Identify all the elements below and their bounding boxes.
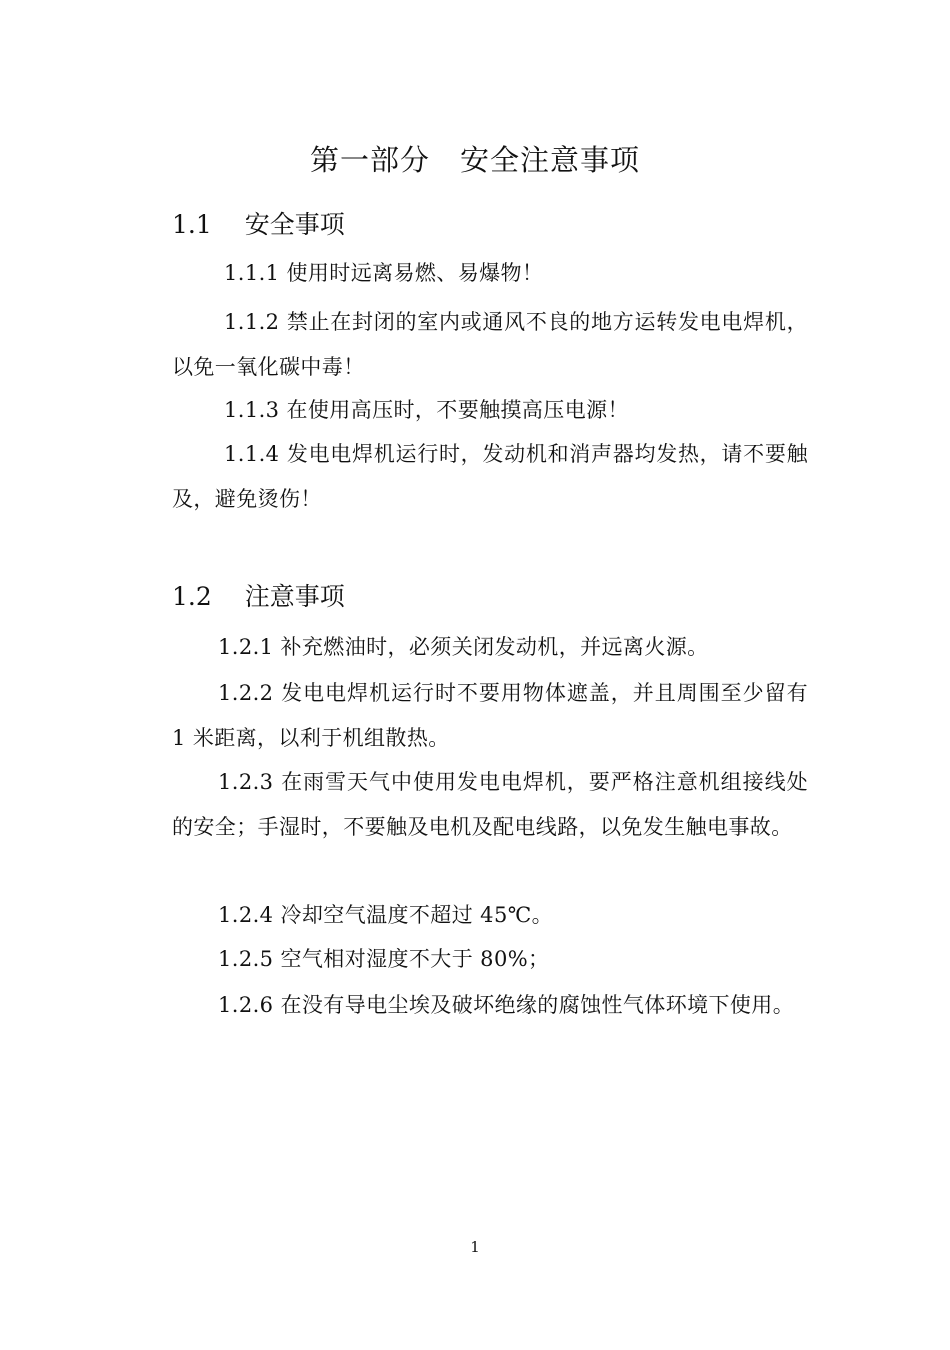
precaution-item-1-2-3: 1.2.3 在雨雪天气中使用发电电焊机，要严格注意机组接线处的安全；手湿时，不要触及电机及配电线路，以免发生触电事故。 xyxy=(172,770,808,839)
precaution-item-1-2-5: 1.2.5 空气相对湿度不大于 80%； xyxy=(218,947,550,971)
page-number: 1 xyxy=(470,1238,480,1256)
safety-item-1-1-4: 1.1.4 发电电焊机运行时，发动机和消声器均发热，请不要触及，避免烫伤！ xyxy=(172,442,808,511)
page-title: 第一部分 安全注意事项 xyxy=(309,143,640,177)
section-heading-precautions: 1.2 注意事项 xyxy=(172,582,345,611)
safety-item-1-1-1: 1.1.1 使用时远离易燃、易爆物！ xyxy=(224,261,544,285)
precaution-item-1-2-2: 1.2.2 发电电焊机运行时不要用物体遮盖，并且周围至少留有 1 米距离，以利于机组散热。 xyxy=(172,681,808,750)
section-heading-safety: 1.1 安全事项 xyxy=(172,210,345,239)
precaution-item-1-2-6: 1.2.6 在没有导电尘埃及破坏绝缘的腐蚀性气体环境下使用。 xyxy=(218,993,795,1017)
safety-item-1-1-3: 1.1.3 在使用高压时，不要触摸高压电源！ xyxy=(224,398,629,422)
precaution-item-1-2-1: 1.2.1 补充燃油时，必须关闭发动机，并远离火源。 xyxy=(218,635,709,659)
precaution-item-1-2-4: 1.2.4 冷却空气温度不超过 45℃。 xyxy=(218,903,553,927)
safety-item-1-1-2: 1.1.2 禁止在封闭的室内或通风不良的地方运转发电电焊机，以免一氧化碳中毒！ xyxy=(172,310,808,379)
